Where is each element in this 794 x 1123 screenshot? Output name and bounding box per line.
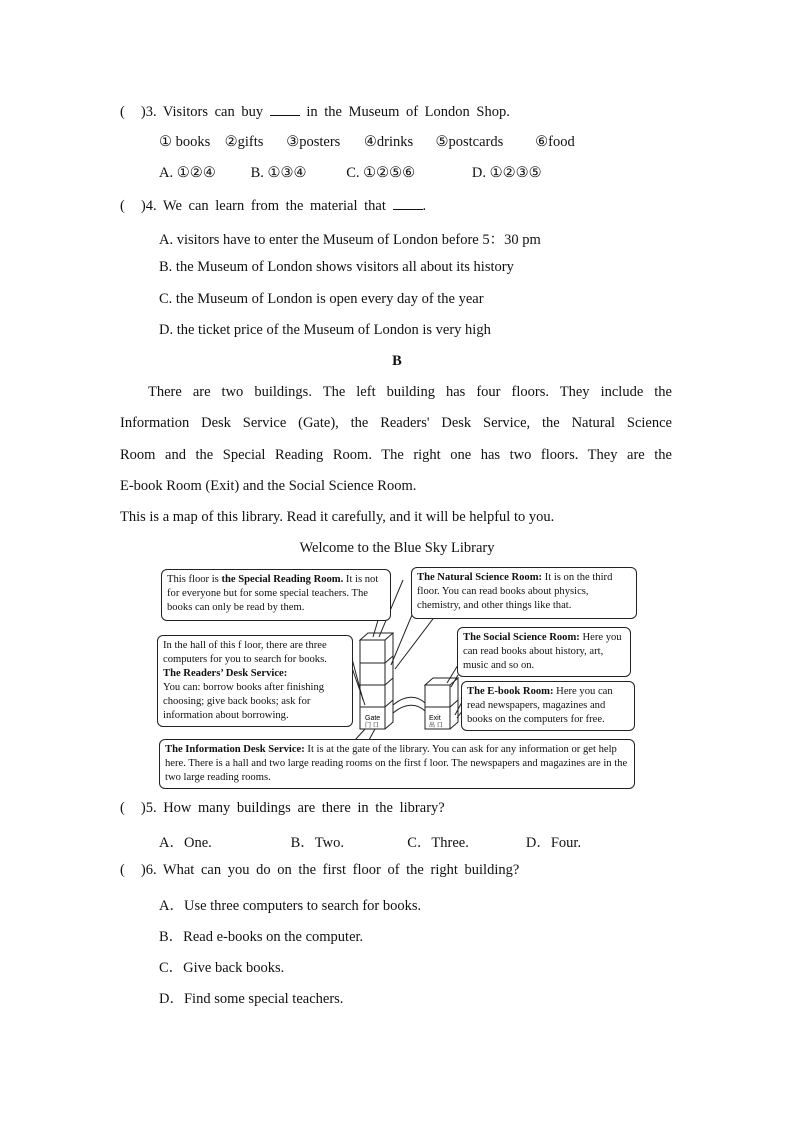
- callout-title: the Special Reading Room.: [221, 574, 344, 585]
- question-5: [120, 800, 445, 817]
- ebook-room-callout: The E-book Room: Here you can read newspapers, magazines and books on the computers for free.: [461, 681, 635, 731]
- natural-science-room-callout: The Natural Science Room: It is on the third floor. You can read books about physics, chemistry, and other things like that.: [411, 567, 637, 619]
- readers-desk-callout: In the hall of this f loor, there are three computers for you to search for books. The Readers’ Desk Service: You can: borrow books after finishing choosing; give back books; ask for information about borrowing.: [157, 635, 353, 727]
- option-a[interactable]: A．One.: [159, 835, 212, 851]
- library-map: [155, 565, 645, 797]
- question-stem-end: in the Museum of London Shop.: [306, 104, 510, 120]
- walkway: [393, 697, 425, 705]
- social-science-room-callout: The Social Science Room: Here you can read books about history, art, music and so on.: [457, 627, 631, 677]
- question-stem: 6. What can you do on the first floor of the right building?: [145, 862, 520, 878]
- item: ②gifts: [224, 134, 264, 150]
- answer-paren-close: ): [140, 104, 146, 120]
- passage-line: E-book Room (Exit) and the Social Science Room.: [120, 478, 417, 494]
- map-title: Welcome to the Blue Sky Library: [299, 540, 495, 556]
- callout-title: The E-book Room:: [467, 686, 554, 697]
- answer-paren-open: (: [120, 198, 125, 214]
- option-c[interactable]: C．Three.: [407, 835, 469, 851]
- callout-title: The Information Desk Service:: [165, 744, 305, 755]
- q3-items: [159, 134, 575, 151]
- item: ⑥food: [535, 134, 575, 150]
- information-desk-callout: The Information Desk Service: It is at the gate of the library. You can ask for any information or get help here. There is a hall and two large reading rooms on the first f loor. The newspapers and magazines are in the two large reading rooms.: [159, 739, 635, 789]
- option-b[interactable]: B. the Museum of London shows visitors all about its history: [159, 259, 514, 275]
- passage-line: Information Desk Service (Gate), the Readers' Desk Service, the Natural Science: [120, 415, 672, 431]
- answer-paren-open: (: [120, 862, 125, 878]
- fill-blank[interactable]: [393, 197, 423, 210]
- option-c[interactable]: C. ①②⑤⑥: [346, 165, 416, 181]
- option-a[interactable]: A. visitors have to enter the Museum of London before 5：30 pm: [159, 232, 541, 248]
- q3-options: [159, 165, 542, 182]
- callout-title: The Readers’ Desk Service:: [163, 668, 288, 679]
- passage-line: There are two buildings. The left building has four floors. They include the: [148, 384, 672, 400]
- answer-paren-open: (: [120, 104, 125, 120]
- q5-options: [159, 831, 581, 852]
- question-stem: 3. Visitors can buy: [145, 104, 264, 120]
- question-6: [120, 862, 519, 879]
- item: ③posters: [286, 134, 341, 150]
- option-d[interactable]: D．Find some special teachers.: [159, 991, 344, 1007]
- option-d[interactable]: D. ①②③⑤: [471, 165, 542, 181]
- item: ① books: [159, 134, 211, 150]
- exit-sub-label: 出 口: [429, 722, 443, 729]
- answer-paren-close: ): [140, 800, 146, 816]
- item: ④drinks: [363, 134, 414, 150]
- option-b[interactable]: B．Two.: [290, 835, 344, 851]
- passage-line: Room and the Special Reading Room. The right one has two floors. They are the: [120, 447, 672, 463]
- special-reading-room-callout: This floor is the Special Reading Room. It is not for everyone but for some special teachers. The books can only be read by them.: [161, 569, 391, 621]
- callout-title: The Natural Science Room:: [417, 572, 543, 583]
- question-4: ( )4. We can learn from the material that .: [120, 198, 427, 214]
- option-c[interactable]: C．Give back books.: [159, 960, 285, 976]
- answer-paren-open: (: [120, 800, 125, 816]
- exit-label: Exit: [429, 715, 441, 722]
- option-a[interactable]: A．Use three computers to search for books.: [159, 898, 422, 914]
- option-a[interactable]: A. ①②④: [159, 165, 216, 181]
- option-b[interactable]: B. ①③④: [250, 165, 307, 181]
- map-intro: This is a map of this library. Read it carefully, and it will be helpful to you.: [120, 509, 555, 525]
- question-3: [120, 103, 510, 121]
- item: ⑤postcards: [435, 134, 504, 150]
- question-stem: 4. We can learn from the material that: [145, 198, 386, 214]
- option-b[interactable]: B．Read e-books on the computer.: [159, 929, 364, 945]
- fill-blank[interactable]: [270, 103, 300, 116]
- section-heading: B: [392, 353, 402, 369]
- answer-paren-close: ): [140, 862, 146, 878]
- gate-label: Gate: [365, 715, 381, 722]
- callout-title: The Social Science Room:: [463, 632, 580, 643]
- option-d[interactable]: D．Four.: [525, 835, 582, 851]
- question-stem: 5. How many buildings are there in the library?: [145, 800, 445, 816]
- option-d[interactable]: D. the ticket price of the Museum of London is very high: [159, 322, 491, 338]
- answer-paren-close: ): [140, 198, 146, 214]
- gate-sub-label: 门 口: [365, 722, 379, 729]
- option-c[interactable]: C. the Museum of London is open every day of the year: [159, 291, 484, 307]
